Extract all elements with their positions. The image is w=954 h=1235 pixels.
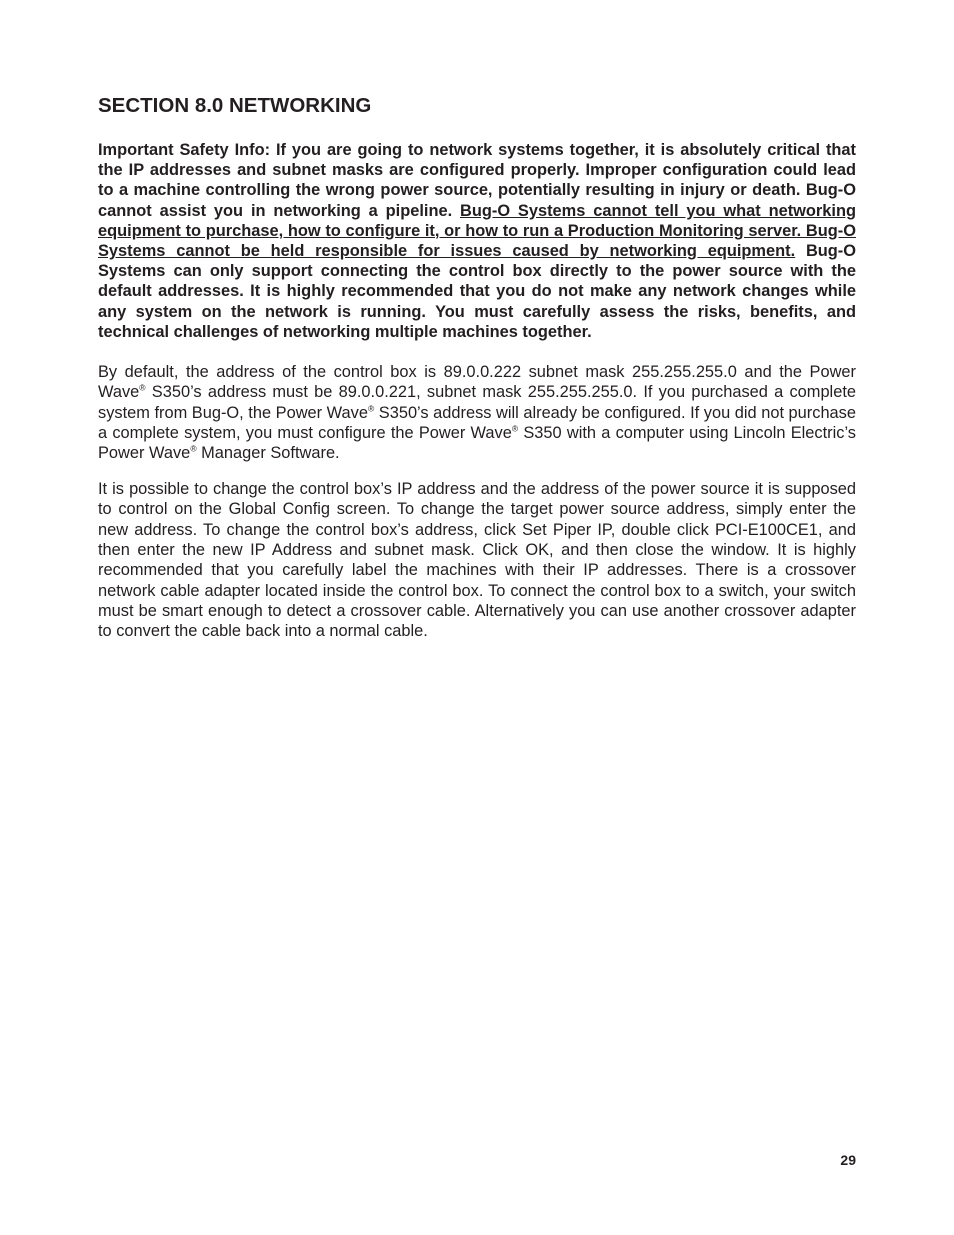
- page-number: 29: [840, 1152, 856, 1168]
- para1-text-5: Manager Software.: [196, 444, 340, 463]
- para1-text-4: S350 with a computer using Lincoln Electric’s Power Wave: [98, 423, 856, 463]
- registered-mark: ®: [190, 443, 197, 454]
- para1-text-1: By default, the address of the control box is 89.0.0.222 subnet mask 255.255.255.0 and the Power Wave: [98, 363, 856, 402]
- safety-notice: [98, 140, 856, 342]
- registered-mark: ®: [511, 423, 519, 434]
- para1-text-2: S350’s address must be 89.0.0.221, subnet mask 255.255.255.0. If you purchased a complete system from Bug-O, the Power Wave: [98, 383, 856, 422]
- page-content: [98, 92, 856, 641]
- registered-mark: ®: [139, 382, 146, 393]
- registered-mark: ®: [367, 403, 375, 414]
- safety-intro: Important Safety Info: If you are going to network systems together, it is absolutely critical that the IP addresses and subnet masks are configured properly. Improper configuration could lead to a machine controlling the wrong power source, potentially resulting in injury or death. Bug-O cannot assist you in networking a pipeline.: [98, 141, 856, 220]
- para1-text-3: S350’s address will already be configured. If you did not purchase a complete system, you must configure the Power Wave: [98, 403, 856, 442]
- section-title: SECTION 8.0 NETWORKING: [98, 94, 372, 117]
- safety-closing: Bug-O Systems can only support connecting the control box directly to the power source with the default addresses. It is highly recommended that you do not make any network changes while any system on the network is running. You must carefully assess the risks, benefits, and technical challenges of networking multiple machines together.: [98, 242, 857, 341]
- safety-disclaimer-underlined: Bug-O Systems cannot tell you what networking equipment to purchase, how to configure it, or how to run a Production Monitoring server. Bug-O Systems cannot be held responsible for issues caused by networking equipment.: [98, 201, 856, 261]
- default-address-paragraph: [98, 362, 856, 463]
- change-address-paragraph: It is possible to change the control box’s IP address and the address of the power source it is supposed to control on the Global Config screen. To change the target power source address, simply enter the new address. To change the control box’s address, click Set Piper IP, double click PCI-E100CE1, and then enter the new IP Address and subnet mask. Click OK, and then close the window. It is highly recommended that you carefully label the machines with their IP addresses. There is a crossover network cable adapter located inside the control box. To connect the control box to a switch, your switch must be smart enough to detect a crossover cable. Alternatively you can use another crossover adapter to convert the cable back into a normal cable.: [98, 480, 856, 641]
